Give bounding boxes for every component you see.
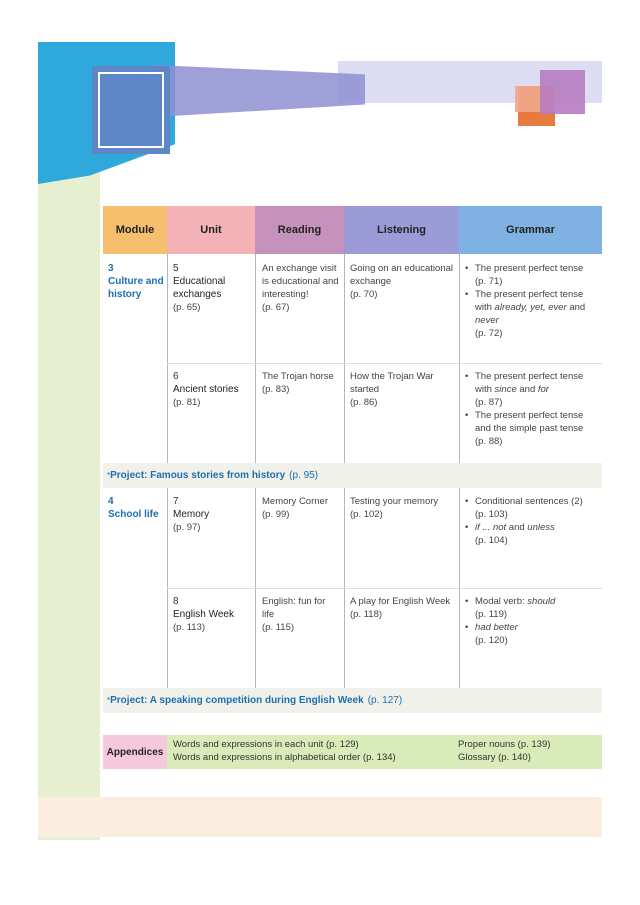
appendices-label: Appendices [103,735,167,769]
bottom-background-band [38,797,602,837]
grammar-5 [465,262,599,340]
appendix-item: Words and expressions in alphabetical order (p. 134) [173,752,396,763]
listening-6 [350,370,454,409]
unit-page: (p. 97) [173,522,201,533]
left-background-strip [38,150,100,840]
grammar-item: • had better (p. 120) [465,621,599,647]
module-name: Culture and history [108,276,164,300]
unit-page: (p. 65) [173,302,201,313]
module-3 [108,262,164,301]
reading-page: (p. 99) [262,509,290,520]
reading-page: (p. 67) [262,302,290,313]
module-name: School life [108,509,159,520]
header-square-outline [98,72,164,148]
appendices-body [167,735,602,769]
unit-name: Memory [173,509,210,520]
reading-title: English: fun for life [262,596,326,620]
appendix-item: Glossary (p. 140) [458,752,531,763]
reading-title: An exchange visit is educational and interesting! [262,263,339,300]
grammar-item: • Modal verb: should (p. 119) [465,595,599,621]
listening-7 [350,495,454,521]
grammar-6 [465,370,599,448]
divider [255,254,256,463]
unit-number: 7 [173,496,179,507]
module-number: 3 [108,263,114,274]
unit-6 [173,370,253,409]
row-divider [167,588,602,589]
unit-name: English Week [173,609,234,620]
listening-8 [350,595,454,621]
unit-number: 8 [173,596,179,607]
appendices-row [103,735,602,769]
unit-page: (p. 81) [173,397,201,408]
header-unit: Unit [167,206,255,254]
grammar-item: • The present perfect tense (p. 71) [465,262,599,288]
listening-title: Testing your memory [350,496,439,507]
divider [344,254,345,463]
unit-7 [173,495,253,534]
header-reading: Reading [255,206,344,254]
header-magenta-square [540,70,585,114]
reading-title: Memory Corner [262,496,328,507]
grammar-item: • Conditional sentences (2) (p. 103) [465,495,599,521]
module-number: 4 [108,496,114,507]
project-page: (p. 127) [367,695,403,706]
grammar-item: • if ... not and unless (p. 104) [465,521,599,547]
reading-page: (p. 115) [262,622,295,633]
grammar-8 [465,595,599,647]
header-grammar: Grammar [459,206,602,254]
unit-page: (p. 113) [173,622,206,633]
reading-6 [262,370,340,396]
listening-page: (p. 86) [350,397,378,408]
reading-title: The Trojan horse [262,371,334,382]
unit-number: 5 [173,263,179,274]
grammar-item: • The present perfect tense and the simple past tense (p. 88) [465,409,599,448]
project-marker: * [107,471,111,480]
divider [167,254,168,463]
listening-title: A play for English Week [350,596,451,607]
reading-5 [262,262,340,314]
project-page: (p. 95) [289,470,319,481]
reading-page: (p. 83) [262,384,290,395]
project-title: Project: Famous stories from history [110,470,286,481]
unit-5 [173,262,253,314]
reading-7 [262,495,340,521]
header-purple-bar [155,65,365,117]
grammar-item: • The present perfect tense with since and for (p. 87) [465,370,599,409]
project-title: Project: A speaking competition during English Week [110,695,364,706]
listening-page: (p. 70) [350,289,378,300]
listening-5 [350,262,454,301]
row-divider [167,363,602,364]
reading-8 [262,595,340,634]
listening-page: (p. 118) [350,609,383,620]
listening-title: How the Trojan War started [350,371,434,395]
unit-number: 6 [173,371,179,382]
divider [459,254,460,463]
appendix-item: Proper nouns (p. 139) [458,739,551,750]
listening-title: Going on an educational exchange [350,263,453,287]
module-4 [108,495,164,521]
header-module: Module [103,206,167,254]
unit-8 [173,595,253,634]
project-band [103,688,602,713]
grammar-7 [465,495,599,547]
project-band [103,463,602,488]
appendix-item: Words and expressions in each unit (p. 129) [173,739,359,750]
grammar-item: • The present perfect tense with already, yet, ever and never (p. 72) [465,288,599,340]
header-listening: Listening [344,206,459,254]
unit-name: Educational exchanges [173,276,226,300]
listening-page: (p. 102) [350,509,383,520]
unit-name: Ancient stories [173,384,239,395]
project-marker: * [107,696,111,705]
